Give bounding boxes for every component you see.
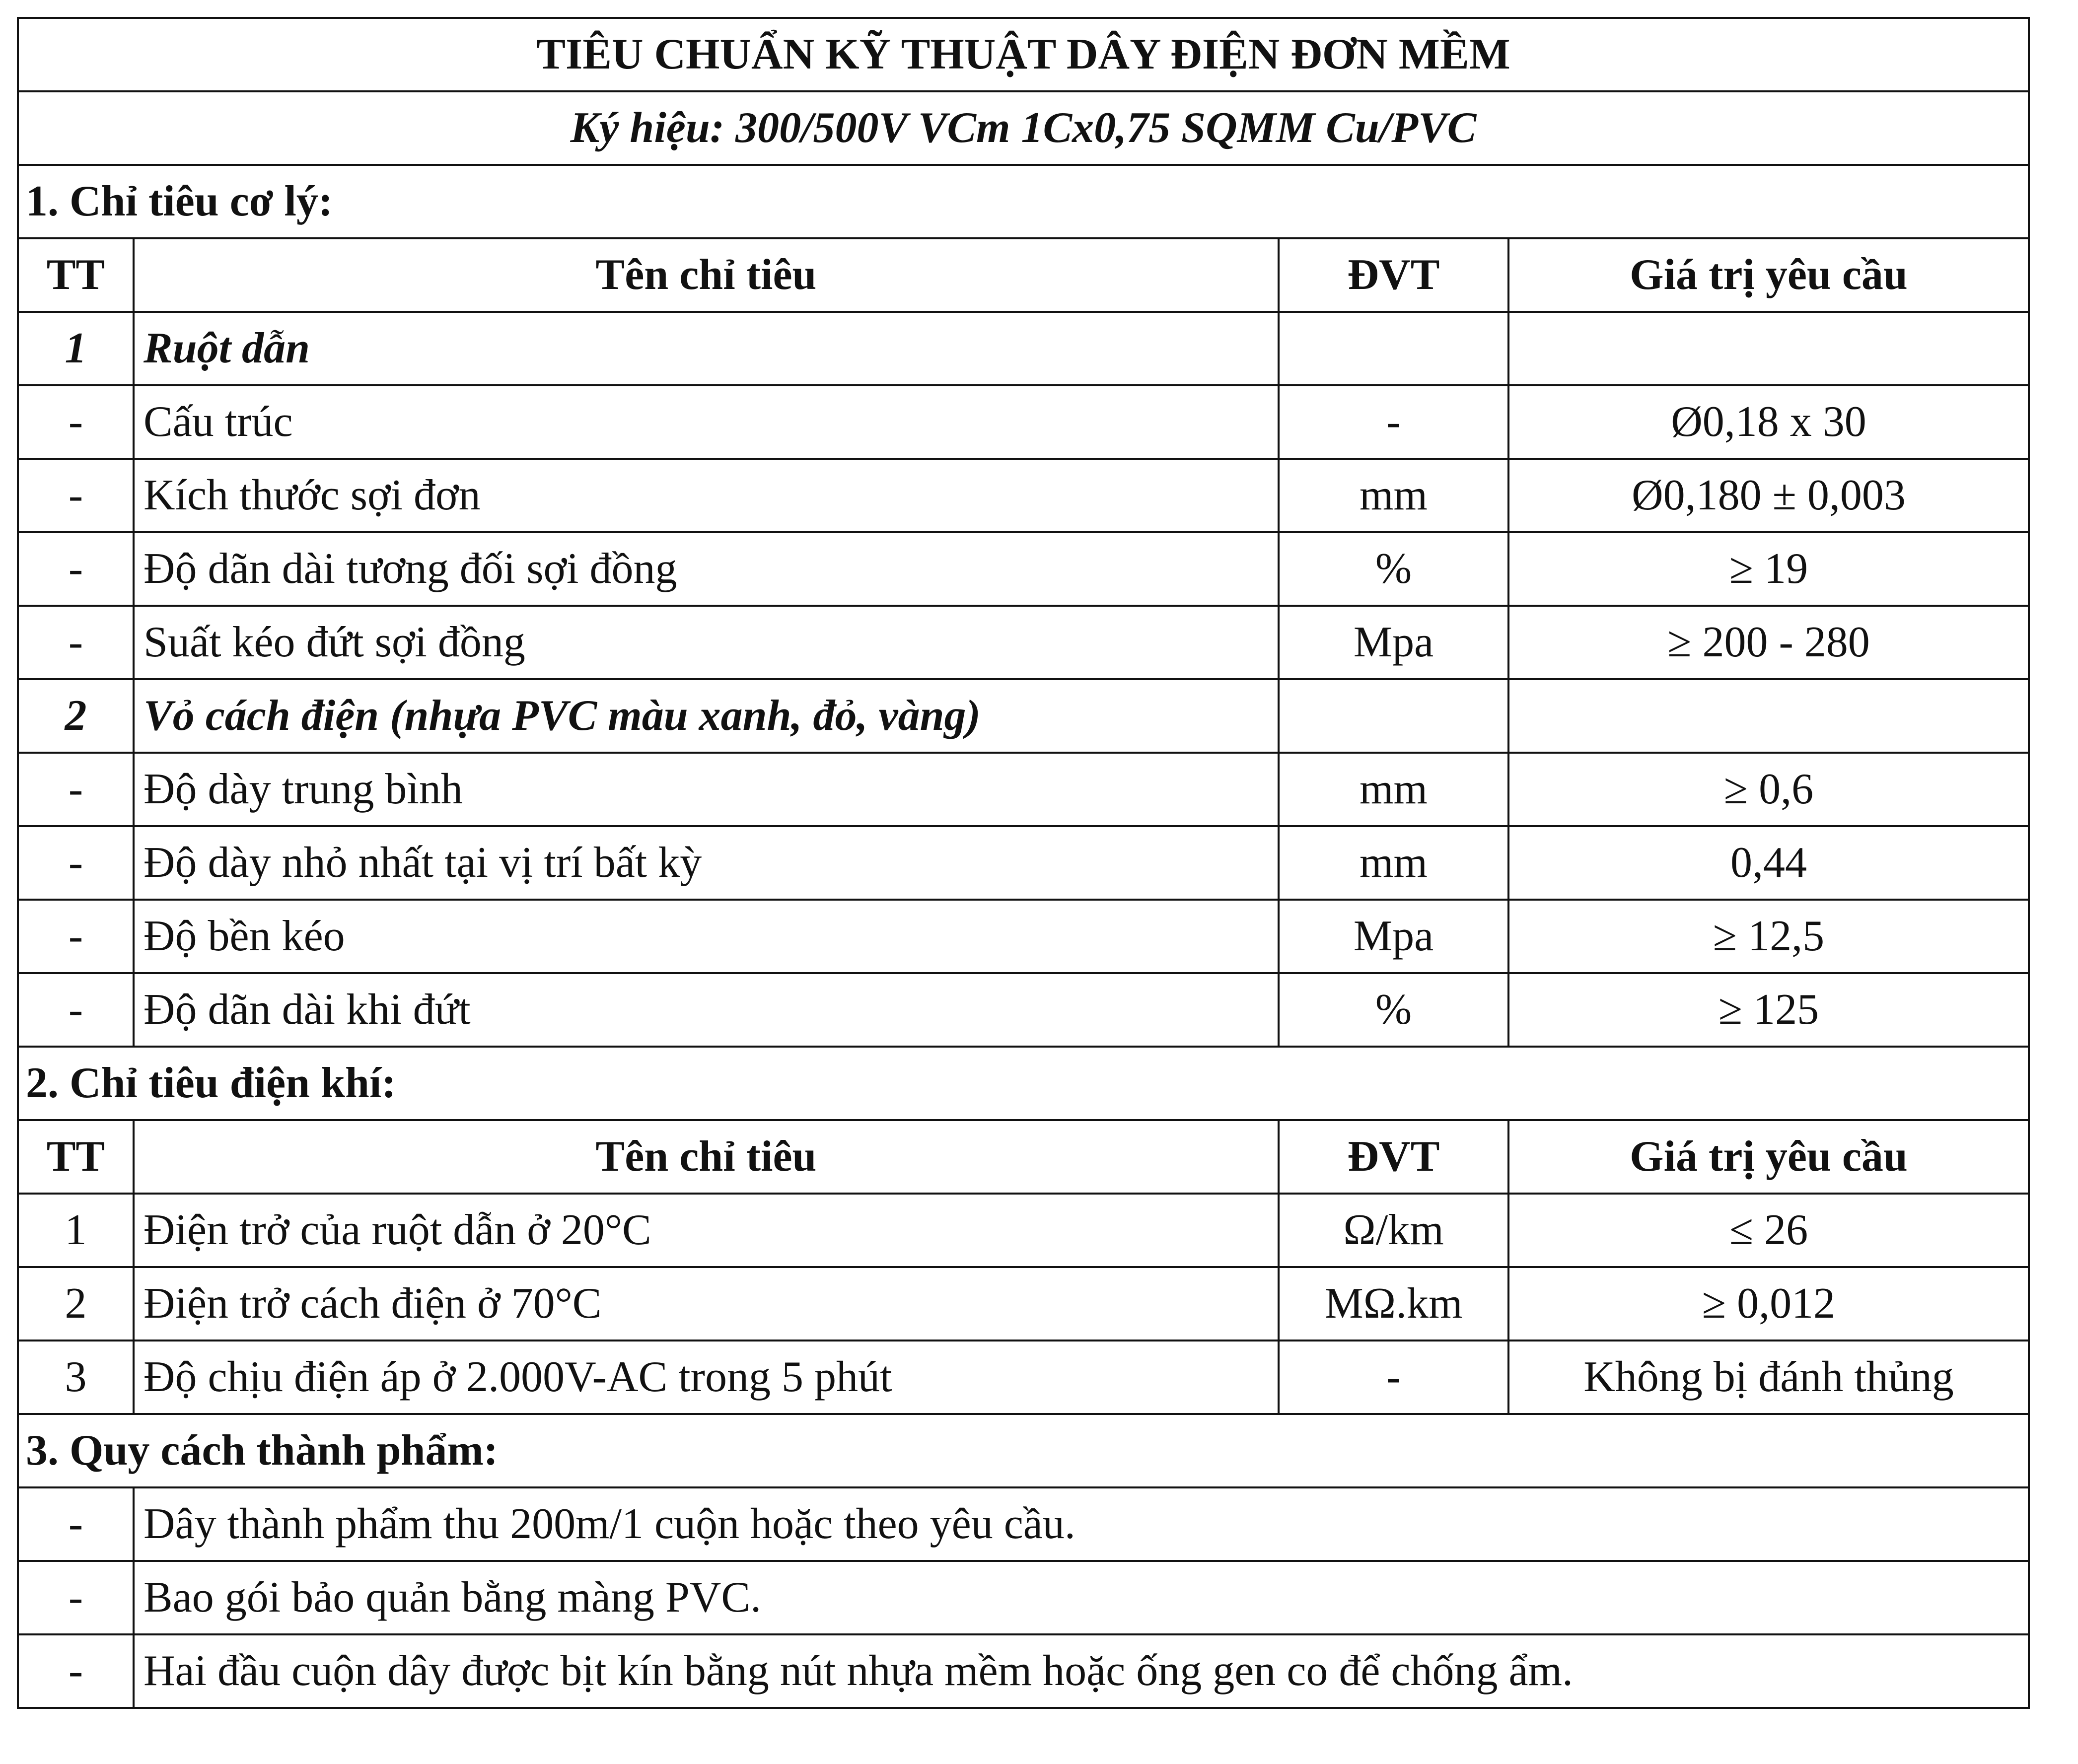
column-header-unit: ĐVT: [1279, 1120, 1508, 1194]
section-3-heading: 3. Quy cách thành phẩm:: [18, 1414, 2029, 1487]
table-row: [18, 1634, 2029, 1708]
section-2-heading: 2. Chỉ tiêu điện khí:: [18, 1047, 2029, 1120]
empty-cell: [1508, 679, 2029, 753]
column-header-value: Giá trị yêu cầu: [1508, 238, 2029, 312]
row-tt: -: [18, 753, 134, 826]
title-row: [18, 18, 2029, 91]
group-number: 2: [18, 679, 134, 753]
row-text: Bao gói bảo quản bằng màng PVC.: [134, 1561, 2029, 1634]
group-row: [18, 312, 2029, 385]
row-tt: -: [18, 606, 134, 679]
table-row: [18, 606, 2029, 679]
row-tt: -: [18, 1561, 134, 1634]
row-value: Không bị đánh thủng: [1508, 1341, 2029, 1414]
row-unit: mm: [1279, 459, 1508, 532]
document-subtitle: Ký hiệu: 300/500V VCm 1Cx0,75 SQMM Cu/PVC: [18, 91, 2029, 165]
table-row: [18, 1341, 2029, 1414]
row-name: Độ dày nhỏ nhất tại vị trí bất kỳ: [134, 826, 1279, 900]
row-name: Độ dãn dài khi đứt: [134, 973, 1279, 1047]
empty-cell: [1279, 679, 1508, 753]
table-row: [18, 1194, 2029, 1267]
column-header-row: [18, 1120, 2029, 1194]
section-heading-row: [18, 1414, 2029, 1487]
row-unit: Mpa: [1279, 900, 1508, 973]
row-unit: %: [1279, 532, 1508, 606]
row-unit: Ω/km: [1279, 1194, 1508, 1267]
row-tt: -: [18, 973, 134, 1047]
row-value: Ø0,180 ± 0,003: [1508, 459, 2029, 532]
empty-cell: [1279, 312, 1508, 385]
row-value: ≥ 200 - 280: [1508, 606, 2029, 679]
row-name: Độ chịu điện áp ở 2.000V-AC trong 5 phút: [134, 1341, 1279, 1414]
row-tt: 1: [18, 1194, 134, 1267]
table-row: [18, 532, 2029, 606]
column-header-tt: TT: [18, 238, 134, 312]
column-header-name: Tên chỉ tiêu: [134, 1120, 1279, 1194]
column-header-unit: ĐVT: [1279, 238, 1508, 312]
row-unit: %: [1279, 973, 1508, 1047]
row-value: ≥ 19: [1508, 532, 2029, 606]
row-text: Dây thành phẩm thu 200m/1 cuộn hoặc theo yêu cầu.: [134, 1487, 2029, 1561]
row-tt: -: [18, 532, 134, 606]
row-unit: mm: [1279, 753, 1508, 826]
table-row: [18, 385, 2029, 459]
row-unit: -: [1279, 1341, 1508, 1414]
row-tt: -: [18, 1634, 134, 1708]
table-row: [18, 753, 2029, 826]
section-heading-row: [18, 1047, 2029, 1120]
group-name: Ruột dẫn: [134, 312, 1279, 385]
section-1-heading: 1. Chỉ tiêu cơ lý:: [18, 165, 2029, 238]
row-name: Độ dày trung bình: [134, 753, 1279, 826]
group-name: Vỏ cách điện (nhựa PVC màu xanh, đỏ, vàng): [134, 679, 1279, 753]
row-tt: -: [18, 826, 134, 900]
column-header-row: [18, 238, 2029, 312]
row-value: 0,44: [1508, 826, 2029, 900]
document-title: TIÊU CHUẨN KỸ THUẬT DÂY ĐIỆN ĐƠN MỀM: [18, 18, 2029, 91]
row-value: ≥ 12,5: [1508, 900, 2029, 973]
row-tt: 3: [18, 1341, 134, 1414]
empty-cell: [1508, 312, 2029, 385]
row-tt: -: [18, 385, 134, 459]
table-row: [18, 826, 2029, 900]
spec-table: [17, 17, 2030, 1709]
row-unit: -: [1279, 385, 1508, 459]
table-row: [18, 1561, 2029, 1634]
row-name: Suất kéo đứt sợi đồng: [134, 606, 1279, 679]
row-tt: -: [18, 1487, 134, 1561]
row-name: Điện trở của ruột dẫn ở 20°C: [134, 1194, 1279, 1267]
row-name: Kích thước sợi đơn: [134, 459, 1279, 532]
row-name: Cấu trúc: [134, 385, 1279, 459]
row-tt: 2: [18, 1267, 134, 1341]
row-value: ≥ 125: [1508, 973, 2029, 1047]
column-header-value: Giá trị yêu cầu: [1508, 1120, 2029, 1194]
table-row: [18, 973, 2029, 1047]
group-number: 1: [18, 312, 134, 385]
row-unit: Mpa: [1279, 606, 1508, 679]
subtitle-row: [18, 91, 2029, 165]
row-unit: mm: [1279, 826, 1508, 900]
table-row: [18, 459, 2029, 532]
row-value: ≥ 0,6: [1508, 753, 2029, 826]
group-row: [18, 679, 2029, 753]
column-header-tt: TT: [18, 1120, 134, 1194]
row-name: Điện trở cách điện ở 70°C: [134, 1267, 1279, 1341]
table-row: [18, 900, 2029, 973]
row-name: Độ dãn dài tương đối sợi đồng: [134, 532, 1279, 606]
row-value: Ø0,18 x 30: [1508, 385, 2029, 459]
row-unit: MΩ.km: [1279, 1267, 1508, 1341]
row-name: Độ bền kéo: [134, 900, 1279, 973]
row-tt: -: [18, 459, 134, 532]
row-text: Hai đầu cuộn dây được bịt kín bằng nút nhựa mềm hoặc ống gen co để chống ẩm.: [134, 1634, 2029, 1708]
column-header-name: Tên chỉ tiêu: [134, 238, 1279, 312]
row-value: ≤ 26: [1508, 1194, 2029, 1267]
row-tt: -: [18, 900, 134, 973]
row-value: ≥ 0,012: [1508, 1267, 2029, 1341]
section-heading-row: [18, 165, 2029, 238]
table-row: [18, 1267, 2029, 1341]
table-row: [18, 1487, 2029, 1561]
